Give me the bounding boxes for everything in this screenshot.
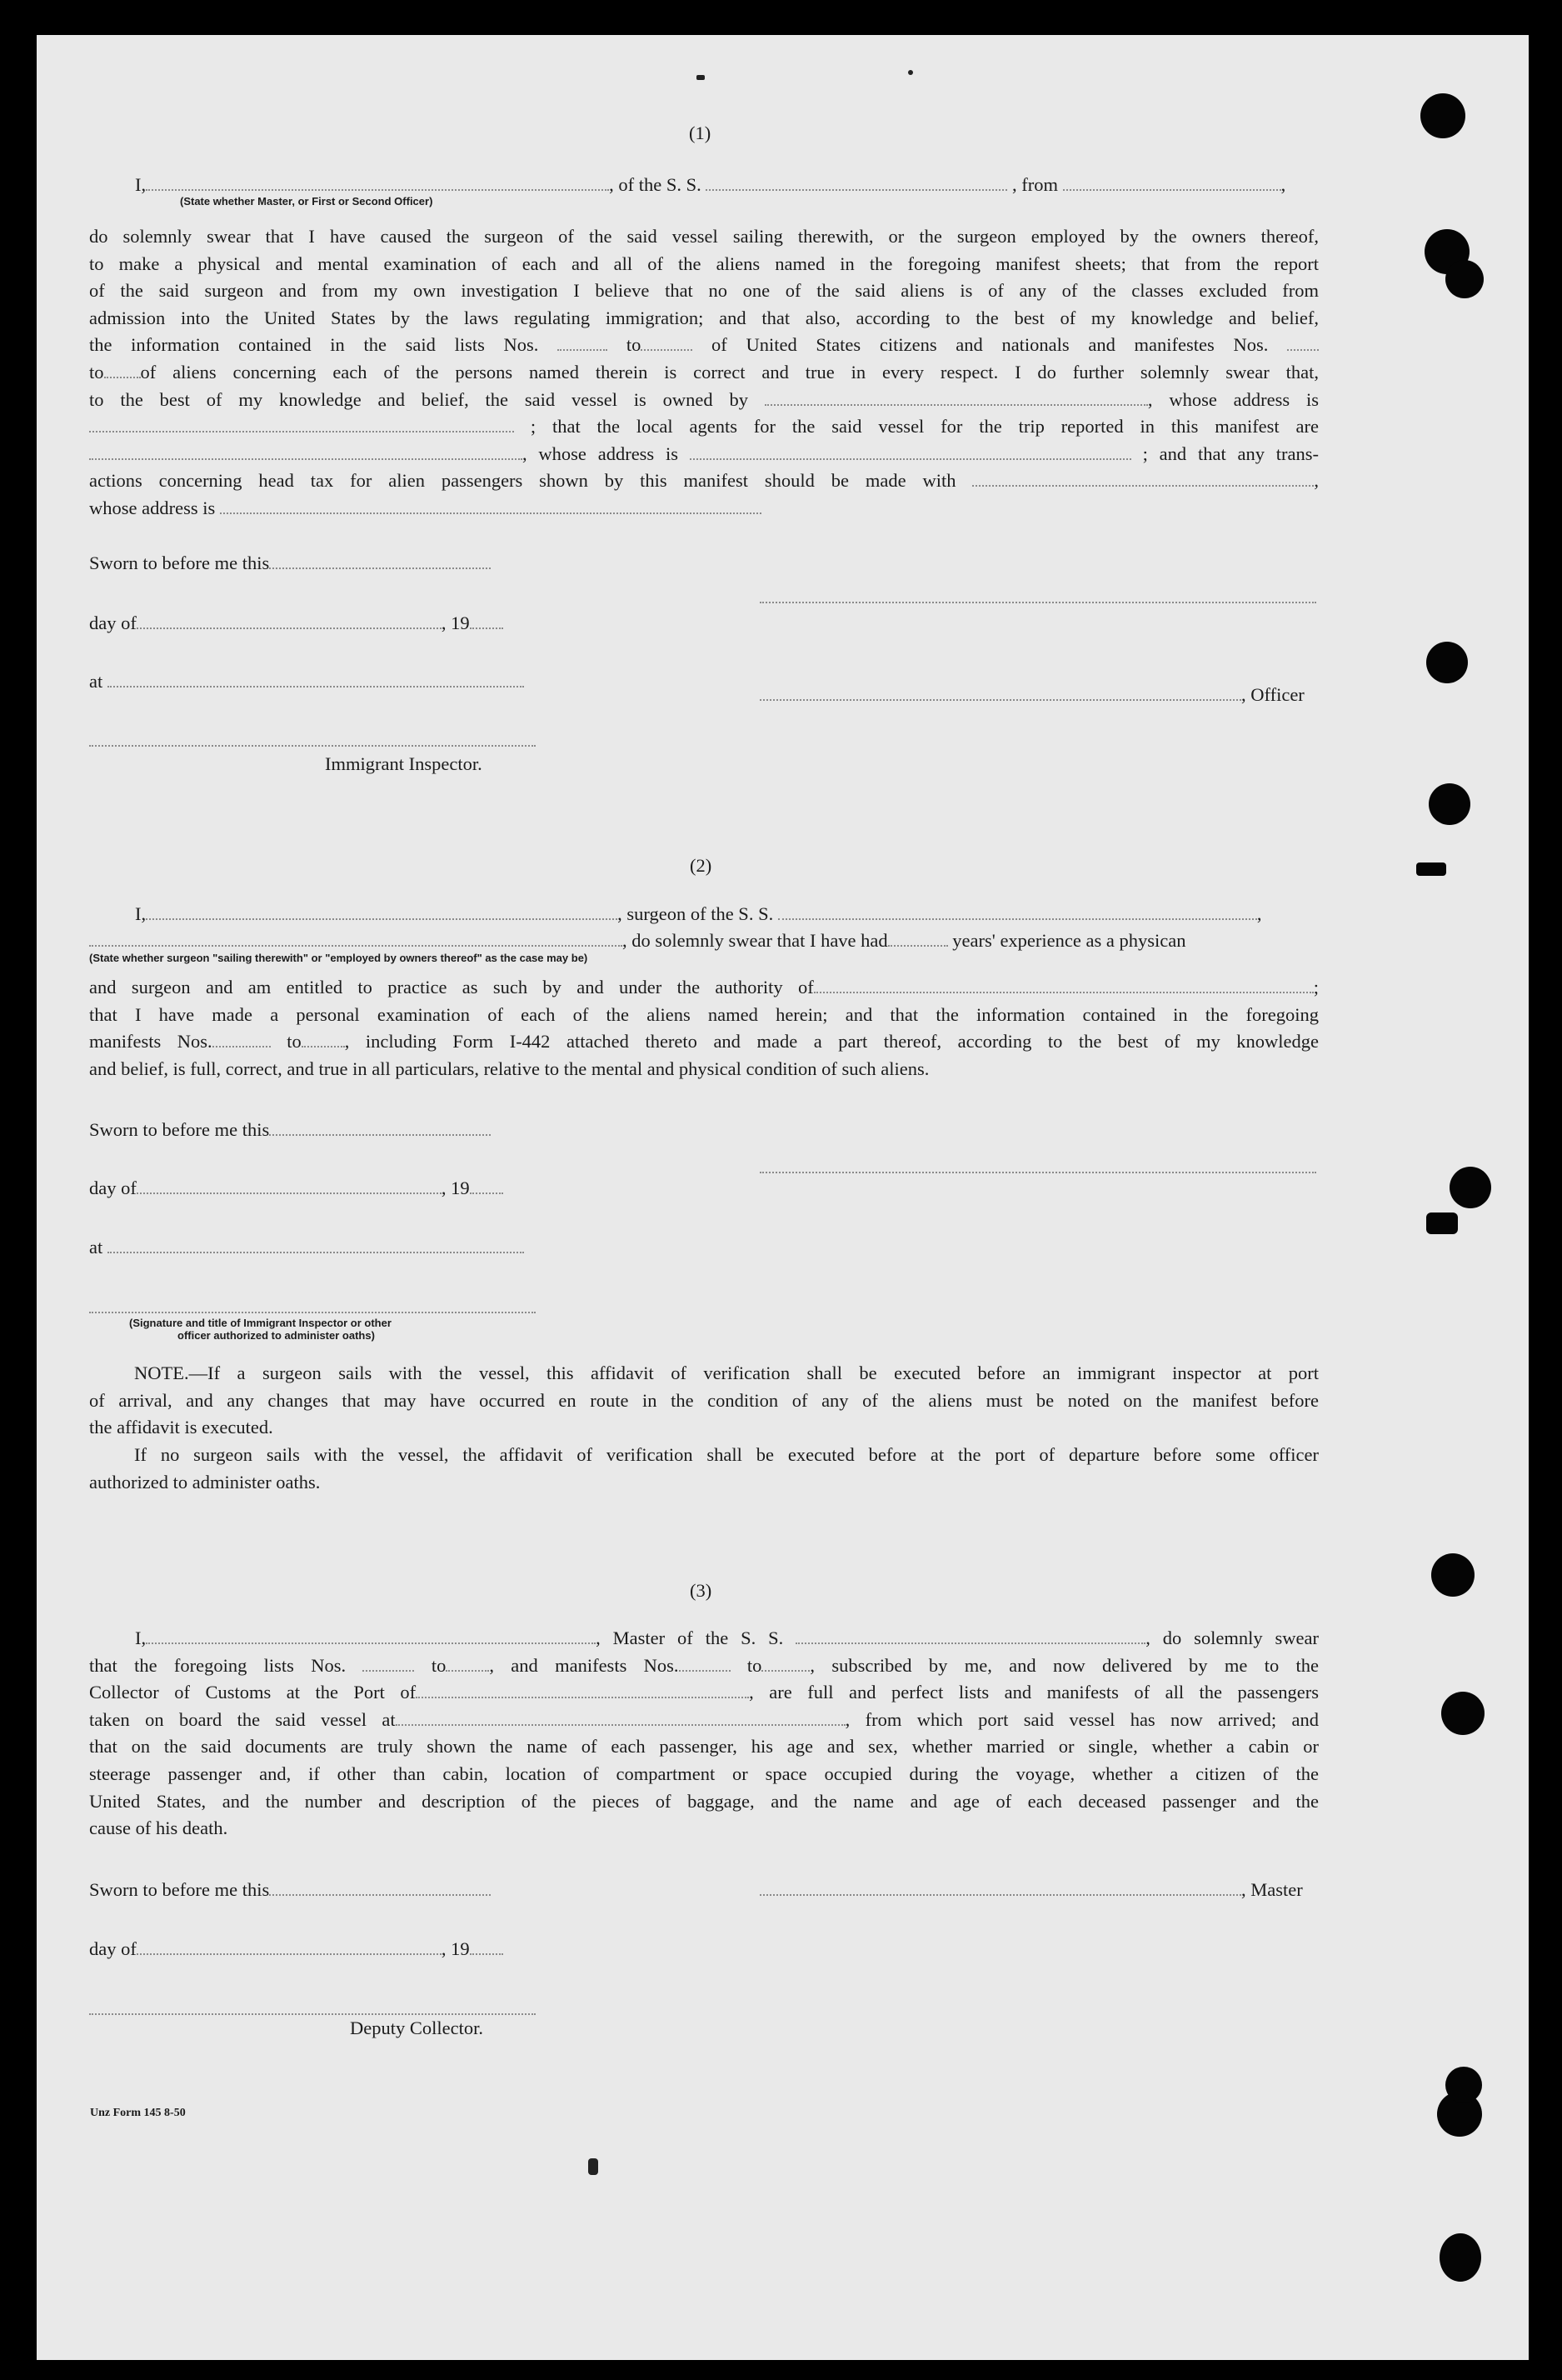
s2-l3c: , including Form I-442 attached thereto and made a part thereof, according to the best of my knowledge bbox=[344, 1031, 1319, 1052]
note-para-2 bbox=[89, 1442, 1319, 1496]
manifests-from-field[interactable] bbox=[1287, 337, 1319, 351]
s3-deputy: Deputy Collector. bbox=[350, 2018, 483, 2038]
s3-l3a: Collector of Customs at the Port of bbox=[89, 1682, 417, 1703]
s1-para-line: do solemnly swear that I have caused the surgeon of the said vessel sailing therewith, or the surgeon employed by the owners thereof, bbox=[89, 226, 1319, 247]
s1-inspector-line[interactable] bbox=[89, 745, 536, 747]
s1-para-line bbox=[89, 387, 1319, 414]
s1-sworn-date-field[interactable] bbox=[269, 555, 491, 569]
s2-manifests-from-field[interactable] bbox=[212, 1033, 271, 1048]
s1-para-line bbox=[89, 332, 1319, 359]
s1-para-line: actions concerning head tax for alien passengers shown by this manifest should be made with , bbox=[89, 470, 1319, 492]
s3-para-line bbox=[89, 1679, 1319, 1707]
s2-line2 bbox=[89, 931, 1185, 951]
s3-l2e: , subscribed by me, and now delivered by me to the bbox=[810, 1654, 1320, 1676]
port-field[interactable] bbox=[416, 1684, 749, 1698]
s2-l3a: manifests Nos. bbox=[89, 1031, 212, 1052]
s3-para bbox=[89, 1625, 1319, 1842]
s3-para-line: that on the said documents are truly shown the name of each passenger, his age and sex, whether married or single, whether a cabin or bbox=[89, 1736, 1319, 1758]
punch-hole bbox=[1440, 2233, 1481, 2282]
s1-officer-label: , Officer bbox=[1241, 684, 1305, 705]
s2-sig-caption-2: officer authorized to administer oaths) bbox=[177, 1329, 375, 1342]
s3-manifests-from-field[interactable] bbox=[679, 1658, 731, 1672]
s1-para-line: of the said surgeon and from my own investigation I believe that no one of the said aliens is of any of the classes excluded from bbox=[89, 280, 1319, 302]
s2-para-line bbox=[89, 1028, 1319, 1056]
lists-to-field[interactable] bbox=[641, 337, 692, 351]
s3-l2a: that the foregoing lists Nos. bbox=[89, 1654, 347, 1676]
s3-para-line bbox=[89, 1625, 1319, 1652]
s2-years: years' experience as a physican bbox=[952, 930, 1186, 951]
s2-inspector-sig-line[interactable] bbox=[89, 1312, 536, 1313]
punch-hole bbox=[1445, 2067, 1482, 2103]
s1-of-ss: , of the S. S. bbox=[609, 174, 701, 195]
note-line: the affidavit is executed. bbox=[89, 1417, 273, 1438]
s3-sworn-label: Sworn to before me this bbox=[89, 1879, 270, 1900]
s3-master bbox=[760, 1880, 1303, 1900]
punch-hole bbox=[1445, 260, 1484, 298]
s2-para-line: and surgeon and am entitled to practice as such by and under the authority of ; bbox=[89, 977, 1319, 998]
note-line: authorized to administer oaths. bbox=[89, 1471, 321, 1492]
note-line: If no surgeon sails with the vessel, the affidavit of verification shall be executed before at the port of departure before some officer bbox=[134, 1444, 1319, 1465]
s2-vessel-field[interactable] bbox=[778, 906, 1257, 920]
punch-hole bbox=[1420, 93, 1465, 138]
s2-sworn bbox=[89, 1120, 491, 1140]
from-port-field[interactable] bbox=[1063, 177, 1281, 191]
punch-hole bbox=[1441, 1692, 1485, 1735]
section-2-number: (2) bbox=[690, 855, 712, 876]
s3-l4a: taken on board the said vessel at bbox=[89, 1708, 396, 1730]
section-3-number: (3) bbox=[690, 1580, 712, 1601]
s1-from: , from bbox=[1012, 174, 1059, 195]
lists-from-field[interactable] bbox=[557, 337, 607, 351]
s1-year-field[interactable] bbox=[470, 615, 503, 629]
s3-year-field[interactable] bbox=[470, 1941, 503, 1955]
vessel-name-field[interactable] bbox=[706, 177, 1007, 191]
head-tax-address-field[interactable] bbox=[220, 500, 761, 514]
note-para-1 bbox=[89, 1360, 1319, 1442]
s2-signature-line[interactable] bbox=[760, 1172, 1316, 1173]
s2-line1: I, , surgeon of the S. S. , bbox=[135, 903, 1262, 924]
s2-para-line: and belief, is full, correct, and true in all particulars, relative to the mental and physical condition of such aliens. bbox=[89, 1058, 930, 1079]
s2-i: I, bbox=[135, 903, 147, 924]
s3-l2c: , and manifests Nos. bbox=[489, 1654, 679, 1676]
s1-l7a: to the best of my knowledge and belief, the said vessel is owned by bbox=[89, 388, 748, 410]
master-name-field[interactable] bbox=[146, 1630, 596, 1644]
s1-l5a: the information contained in the said lists Nos. bbox=[89, 334, 539, 356]
s1-sworn bbox=[89, 553, 491, 573]
s1-l6a: to bbox=[89, 361, 104, 382]
section-1-number: (1) bbox=[689, 122, 711, 143]
s3-para-line: steerage passenger and, if other than cabin, location of compartment or space occupied during the voyage, whether a citizen of the bbox=[89, 1762, 1319, 1784]
s1-para-line bbox=[89, 441, 1319, 468]
s1-para-line: admission into the United States by the laws regulating immigration; and that also, according to the best of my knowledge and belief, bbox=[89, 307, 1319, 328]
departure-port-field[interactable] bbox=[396, 1712, 846, 1726]
s1-l9b: ; and that any trans- bbox=[1142, 442, 1320, 464]
s2-sworn-label: Sworn to before me this bbox=[89, 1119, 270, 1140]
s1-at bbox=[89, 672, 524, 692]
s3-para-line bbox=[89, 1652, 1319, 1680]
s1-l5b: to bbox=[626, 334, 641, 356]
s2-at bbox=[89, 1238, 524, 1258]
punch-hole bbox=[1450, 1167, 1491, 1208]
s2-para bbox=[89, 974, 1319, 1082]
s1-para bbox=[89, 223, 1319, 522]
s3-para-line: United States, and the number and description of the pieces of baggage, and the name and age of each deceased passenger and the bbox=[89, 1790, 1319, 1812]
s3-sworn bbox=[89, 1880, 491, 1900]
agents-field[interactable] bbox=[89, 446, 522, 460]
s3-day-label: day of bbox=[89, 1938, 137, 1959]
s2-year-label: , 19 bbox=[441, 1178, 470, 1198]
s1-officer bbox=[760, 685, 1305, 705]
s3-swear: , do solemnly swear bbox=[1145, 1628, 1319, 1648]
s3-manifests-to-field[interactable] bbox=[761, 1658, 810, 1672]
s3-deputy-line[interactable] bbox=[89, 2013, 536, 2015]
s1-para-line bbox=[89, 413, 1319, 441]
s1-l6b: of aliens concerning each of the persons named therein is correct and true in every respect. I do further solemnly swear that, bbox=[140, 361, 1319, 382]
s3-master-label: , Master bbox=[1241, 1879, 1303, 1900]
s1-l11: whose address is bbox=[89, 497, 216, 518]
s2-sworn-date-field[interactable] bbox=[269, 1122, 491, 1136]
authority-field[interactable] bbox=[814, 979, 1314, 993]
s2-l1: and surgeon and am entitled to practice as such by and under the authority of bbox=[89, 977, 814, 998]
s1-para-line bbox=[89, 495, 1319, 522]
surgeon-type-field[interactable] bbox=[89, 932, 622, 947]
s1-year-label: , 19 bbox=[441, 612, 470, 633]
s3-l4b: , from which port said vessel has now arrived; and bbox=[845, 1708, 1319, 1730]
punch-hole bbox=[1431, 1553, 1475, 1597]
s1-day bbox=[89, 613, 503, 633]
s1-para-line bbox=[89, 359, 1319, 387]
s2-day-label: day of bbox=[89, 1178, 137, 1198]
s1-para-line: to make a physical and mental examination of each and all of the aliens named in the foregoing manifest sheets; that from the report bbox=[89, 252, 1319, 274]
head-tax-contact-field[interactable] bbox=[972, 472, 1314, 487]
s2-day bbox=[89, 1178, 503, 1198]
s3-l3b: , are full and perfect lists and manifests of all the passengers bbox=[749, 1682, 1320, 1703]
s1-at-label: at bbox=[89, 671, 103, 692]
s2-para-line: that I have made a personal examination of each of the aliens named herein; and that the information contained in the foregoing bbox=[89, 1003, 1319, 1025]
s3-i: I, bbox=[135, 1628, 147, 1648]
s1-sworn-label: Sworn to before me this bbox=[89, 552, 270, 573]
s2-at-field[interactable] bbox=[107, 1239, 524, 1253]
s2-manifests-to-field[interactable] bbox=[302, 1033, 345, 1048]
s3-day-field[interactable] bbox=[137, 1941, 442, 1955]
surgeon-name-field[interactable] bbox=[146, 906, 617, 920]
s2-at-label: at bbox=[89, 1237, 103, 1258]
punch-hole bbox=[1426, 642, 1468, 683]
scan-speck bbox=[588, 2158, 598, 2175]
s2-day-field[interactable] bbox=[137, 1180, 442, 1194]
s3-para-line bbox=[89, 1707, 1319, 1734]
s1-i: I, bbox=[135, 174, 147, 195]
s3-vessel-field[interactable] bbox=[796, 1630, 1145, 1644]
s3-master-of: , Master of the S. S. bbox=[596, 1628, 784, 1648]
s3-l2b: to bbox=[431, 1654, 447, 1676]
s2-year-field[interactable] bbox=[470, 1180, 503, 1194]
s3-day bbox=[89, 1939, 503, 1959]
s3-master-sig-field[interactable] bbox=[760, 1882, 1241, 1896]
scan-speck bbox=[908, 70, 913, 75]
years-field[interactable] bbox=[888, 932, 948, 947]
s2-l3b: to bbox=[287, 1031, 302, 1052]
s3-sworn-date-field[interactable] bbox=[269, 1882, 491, 1896]
s1-day-label: day of bbox=[89, 612, 137, 633]
s1-line1: I, , of the S. S. , from , bbox=[135, 174, 1286, 195]
s3-lists-from-field[interactable] bbox=[362, 1658, 414, 1672]
s1-l9a: , whose address is bbox=[522, 442, 678, 464]
s3-para-line: cause of his death. bbox=[89, 1818, 228, 1839]
owner-address-field[interactable] bbox=[89, 418, 514, 432]
s1-l5c: of United States citizens and nationals and manifestes Nos. bbox=[711, 334, 1269, 356]
punch-hole bbox=[1429, 783, 1470, 825]
s1-l8: ; that the local agents for the said vessel for the trip reported in this manifest are bbox=[530, 416, 1319, 438]
s2-swear: , do solemnly swear that I have had bbox=[622, 930, 888, 951]
s1-at-field[interactable] bbox=[107, 673, 524, 688]
owner-field[interactable] bbox=[765, 392, 1148, 406]
note-line: of arrival, and any changes that may have occurred en route in the condition of any of the aliens must be noted on the manifest before bbox=[89, 1389, 1319, 1411]
s3-l2d: to bbox=[746, 1654, 762, 1676]
s1-day-field[interactable] bbox=[137, 615, 442, 629]
s1-signature-line[interactable] bbox=[760, 602, 1316, 603]
s2-sig-caption-1: (Signature and title of Immigrant Inspector or other bbox=[129, 1317, 392, 1329]
s3-year-label: , 19 bbox=[441, 1938, 470, 1959]
punch-hole bbox=[1416, 862, 1446, 876]
scan-speck bbox=[0, 1022, 7, 1032]
s1-inspector: Immigrant Inspector. bbox=[325, 753, 482, 774]
s2-surgeon-of: , surgeon of the S. S. bbox=[617, 903, 774, 924]
s1-l10: actions concerning head tax for alien passengers shown by this manifest should be made with bbox=[89, 470, 956, 492]
form-number: Unz Form 145 8-50 bbox=[90, 2107, 186, 2119]
note-line: NOTE.—If a surgeon sails with the vessel, this affidavit of verification shall be executed before an immigrant inspector at port bbox=[134, 1362, 1319, 1383]
s1-officer-sig-field[interactable] bbox=[760, 687, 1241, 701]
s3-lists-to-field[interactable] bbox=[446, 1658, 489, 1672]
scan-speck bbox=[696, 75, 705, 80]
agents-address-field[interactable] bbox=[690, 446, 1131, 460]
s2-caption: (State whether surgeon "sailing therewith" or "employed by owners thereof" as the case may be) bbox=[89, 952, 588, 964]
s1-caption: (State whether Master, or First or Second Officer) bbox=[180, 195, 433, 208]
s1-l7b: , whose address is bbox=[1147, 388, 1320, 410]
punch-hole bbox=[1426, 1212, 1458, 1234]
officer-name-field[interactable] bbox=[146, 177, 609, 191]
manifests-to-field[interactable] bbox=[104, 364, 141, 378]
